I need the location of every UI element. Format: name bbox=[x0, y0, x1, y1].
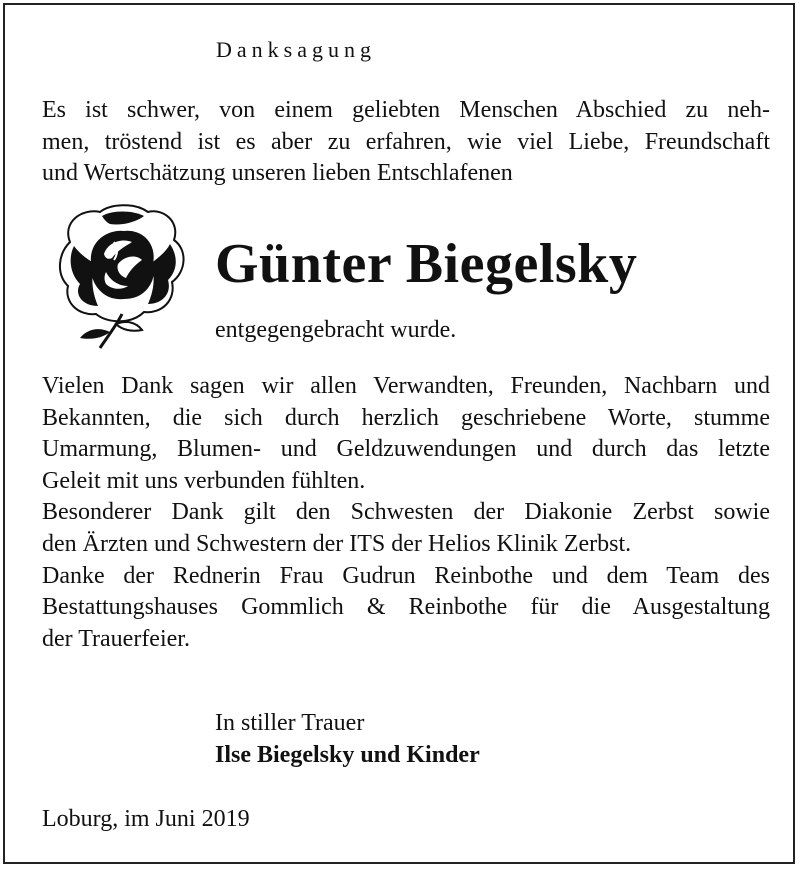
body-line: der Trauerfeier. bbox=[42, 625, 190, 652]
body-line: Geleit mit uns verbunden fühlten. bbox=[42, 467, 366, 494]
after-name-text: entgegengebracht wurde. bbox=[215, 317, 457, 343]
signature-intro: In stiller Trauer bbox=[215, 710, 365, 736]
deceased-name: Günter Biegelsky bbox=[215, 233, 638, 295]
signature-names: Ilse Biegelsky und Kinder bbox=[215, 742, 480, 768]
intro-line: men, tröstend ist es aber zu erfahren, wie viel Liebe, Freundschaft bbox=[42, 128, 770, 155]
intro-paragraph bbox=[42, 95, 770, 190]
rose-icon bbox=[52, 202, 192, 350]
body-line: Bekannten, die sich durch herzlich geschriebene Worte, stumme bbox=[42, 404, 770, 431]
body-line: Vielen Dank sagen wir allen Verwandten, Freunden, Nachbarn und bbox=[42, 373, 770, 399]
body-line: Besonderer Dank gilt den Schwesten der Diakonie Zerbst sowie bbox=[42, 499, 770, 526]
notice-frame bbox=[3, 3, 795, 864]
body-paragraph bbox=[42, 371, 770, 655]
intro-line: Es ist schwer, von einem geliebten Menschen Abschied zu neh- bbox=[42, 97, 770, 123]
body-line: Danke der Rednerin Frau Gudrun Reinbothe und dem Team des bbox=[42, 562, 770, 589]
body-line: Bestattungshauses Gommlich & Reinbothe für die Ausgestaltung bbox=[42, 594, 770, 621]
intro-line: und Wertschätzung unseren lieben Entschlafenen bbox=[42, 160, 513, 187]
body-line: den Ärzten und Schwestern der ITS der Helios Klinik Zerbst. bbox=[42, 530, 632, 557]
place-date: Loburg, im Juni 2019 bbox=[42, 806, 250, 832]
notice-heading: Danksagung bbox=[216, 37, 376, 62]
body-line: Umarmung, Blumen- und Geldzuwendungen und durch das letzte bbox=[42, 436, 770, 463]
